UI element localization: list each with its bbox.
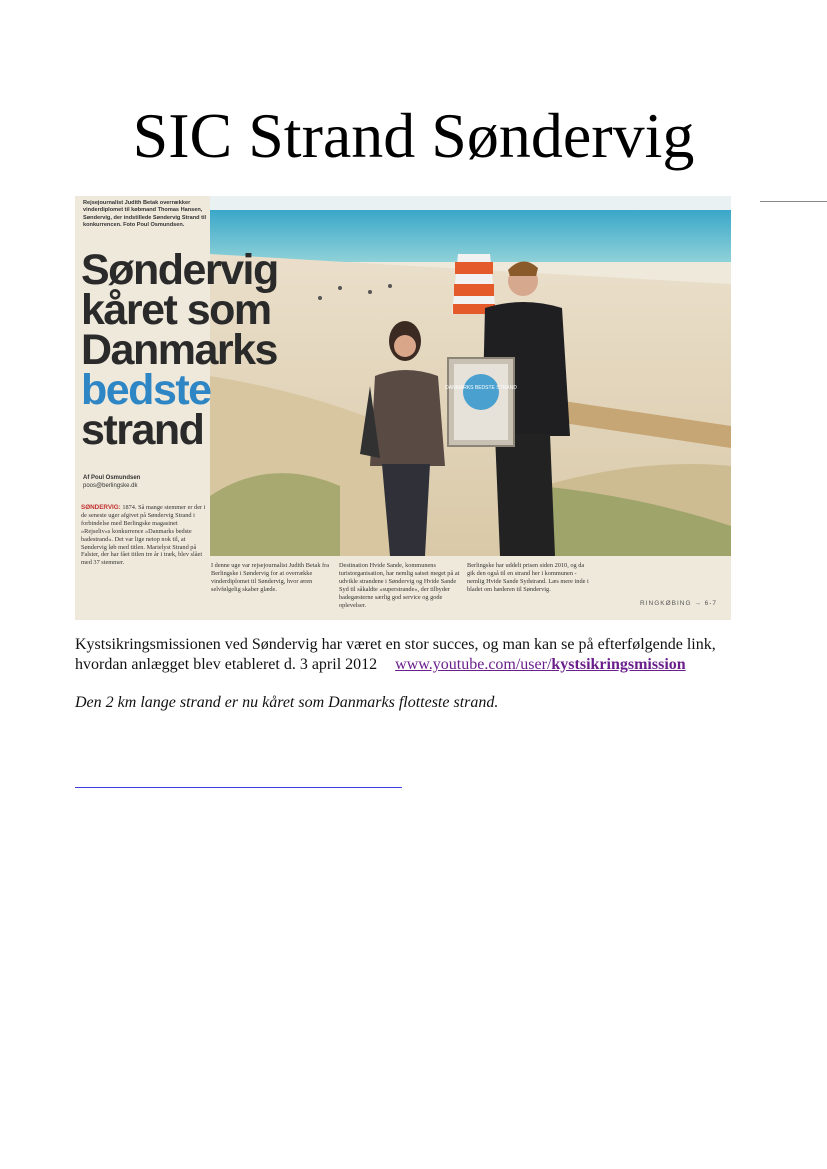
youtube-link[interactable]: [395, 656, 686, 673]
photo-caption: Rejsejournalist Judith Betak overrækker vinderdiplomet til købmand Thomas Hansen, Søndervig, der indstillede Søndervig Strand til konkurrencen. Foto Poul Osmundsen.: [83, 200, 207, 229]
headline: [81, 246, 321, 454]
body-paragraph-text: Kystsikringsmissionen ved Søndervig har været en stor succes, og man kan se på efterfølgende link, hvordan anlægget blev etableret d. 3 april 2012: [75, 636, 716, 673]
article-column-text: Destination Hvide Sande, kommunens turistorganisation, har nemlig satset meget på at udvikle strandene i Søndervig og Hvide Sande Syd til såkaldte »superstrande«, der tilbyder badegæsterne særlig god service og gode oplevelser.: [339, 562, 460, 609]
page-title: SIC Strand Søndervig: [132, 100, 695, 171]
article-column: [467, 562, 589, 594]
youtube-link-channel: kystsikringsmission: [551, 656, 686, 673]
body-paragraph: [75, 635, 755, 675]
header-rule: [760, 201, 827, 202]
diploma-text: DANMARKS BEDSTE STRAND: [445, 385, 517, 391]
headline-line: Søndervig: [81, 246, 278, 294]
byline-email: poos@berlingske.dk: [83, 483, 138, 489]
lifeguard-tower-icon: [452, 254, 496, 314]
italic-note: Den 2 km lange strand er nu kåret som Danmarks flotteste strand.: [75, 694, 499, 711]
newspaper-clipping: [75, 196, 731, 620]
article-column-text: I denne uge var rejsejournalist Judith Betak fra Berlingske i Søndervig for at overrække vinderdiplomet til Søndervig, hvor æren selvfølgelig skaber glæde.: [211, 562, 330, 593]
youtube-link-prefix: www.youtube.com/user/: [395, 656, 552, 673]
article-column-text: 1874. Så mange stemmer er der i de seneste uger afgivet på Søndervig Strand i forbindelse med Berlingske magasinet »Rejseliv«s konkurrence »Danmarks bedste badestrand«. Det var lige netop nok til, at Søndervig løb med titlen. Marielyst Strand på Falster, der har fået titlen tre år i træk, blev slået med 37 stemmer.: [81, 504, 206, 567]
headline-line: strand: [81, 406, 204, 454]
headline-line: kåret som: [81, 286, 271, 334]
byline-name: Af Poul Osmundsen: [83, 475, 141, 481]
article-column: [211, 562, 333, 594]
headline-line: Danmarks: [81, 326, 277, 374]
page-reference: RINGKØBING → 6-7: [640, 600, 718, 607]
footnote-rule: [75, 787, 402, 788]
headline-highlight: bedste: [81, 366, 211, 414]
article-column: [339, 562, 461, 609]
diploma-frame: [445, 358, 517, 446]
article-column: [81, 504, 206, 567]
article-dateline: SØNDERVIG:: [81, 504, 121, 511]
byline: [83, 474, 140, 490]
article-column-text: Berlingske har uddelt prisen siden 2010, og da gik den også til en strand her i kommunen - nemlig Hvide Sande Sydstrand. Læs mere inde i bladet om hæderen til Søndervig.: [467, 562, 589, 593]
